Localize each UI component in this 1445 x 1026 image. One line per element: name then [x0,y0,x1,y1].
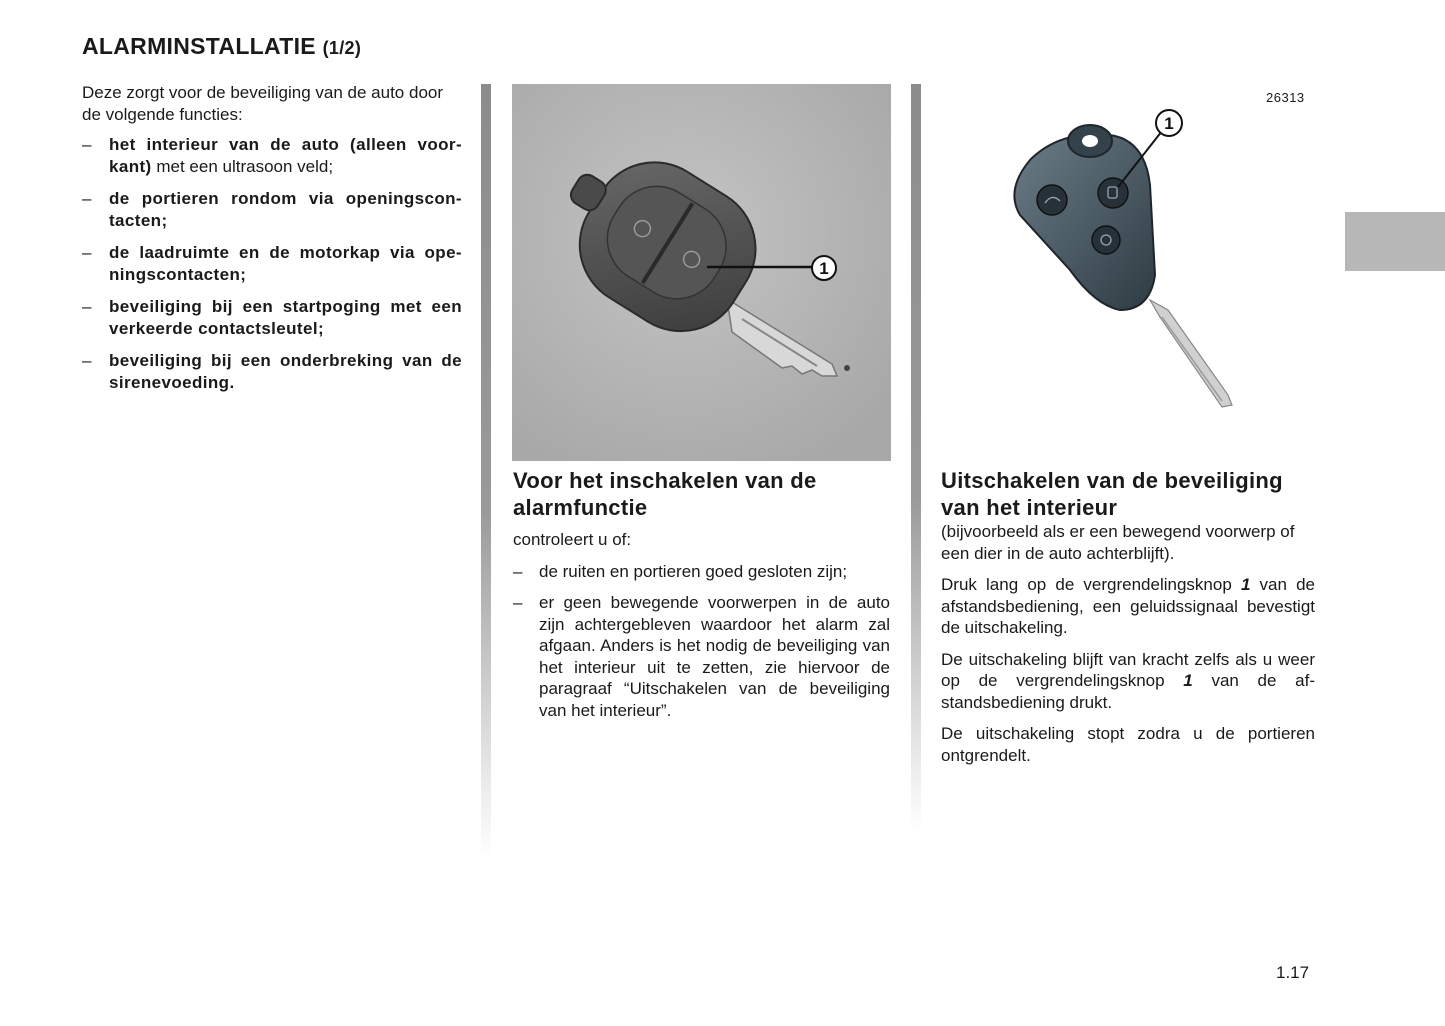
list-item [82,134,462,178]
key-drawing-illustration [1000,105,1250,425]
list-item-rest: met een ultrasoon veld; [151,157,334,176]
drawing-callout: 1 [1164,114,1174,133]
deactivate-paragraph-1 [941,574,1315,639]
page-title [82,33,361,60]
intro-column [82,82,462,404]
key-fob [1014,125,1155,310]
list-item [82,350,462,394]
deactivate-paragraph-3: De uitschakeling stopt zodra u de portieren ontgrendelt. [941,724,1315,765]
list-item [82,242,462,286]
paragraph-text: De uitschakeling blijft van kracht zelfs als u weer op de vergrendelingsknop [941,649,1315,690]
list-item-bold: de laadruimte en de motorkap via ope-ningscontacten; [109,243,462,284]
check-list [513,561,890,722]
section-tab [1345,212,1445,271]
deactivate-heading: Uitschakelen van de beveiliging van het interieur [941,468,1283,520]
paragraph-text: van de afstandsbediening, een geluidssignaal bevestigt de uitschakeling. [941,575,1316,637]
list-item-bold: beveiliging bij een onderbreking van de sirenevoeding. [109,351,462,392]
photo-callout: 1 [819,259,829,278]
list-item [82,188,462,232]
function-list [82,134,462,394]
list-item [82,296,462,340]
page-title-text: ALARMINSTALLATIE [82,33,316,59]
key-drawing [1000,105,1250,425]
paragraph-text: Druk lang op de vergrendelingsknop [941,575,1241,594]
list-item-bold: het interieur van de auto (alleen voor-kant) [109,135,462,176]
paragraph-text: van de af-standsbediening drukt. [941,671,1315,712]
activate-section [513,467,890,731]
button-reference: 1 [1240,575,1251,594]
list-item-bold: beveiliging bij een startpoging met een verkeerde contactsleutel; [109,297,462,338]
column-divider [911,84,921,834]
figure-reference: 26313 [1266,90,1305,105]
page-number: 1.17 [1276,963,1310,982]
deactivate-note: (bijvoorbeeld als er een bewegend voorwerp of een dier in de auto achterblijft). [941,522,1295,563]
key-photo [512,84,891,461]
intro-text: Deze zorgt voor de beveiliging van de auto door de volgende functies: [82,83,444,124]
column-divider [481,84,491,859]
list-item-bold: de portieren rondom via openingscon-tacten; [109,189,462,230]
deactivate-section [941,467,1315,776]
list-item: – er geen bewegende voorwerpen in de auto zijn achtergebleven waardoor het alarm zal afgaan. Anders is het nodig de beveiliging van het interieur uit te zetten, zie hiervoor de paragraaf “Uitschakelen van de beveiliging van het interieur”. [513,592,890,721]
key-blade [1150,300,1232,407]
key-photo-illustration [512,84,891,461]
list-item: – de ruiten en portieren goed gesloten zijn; [513,561,890,583]
page-title-suffix: (1/2) [322,38,362,58]
activate-heading: Voor het inschakelen van de alarmfunctie [513,468,817,520]
activate-lead: controleert u of: [513,530,632,549]
button-reference: 1 [1183,671,1193,690]
deactivate-paragraph-2 [941,649,1315,714]
